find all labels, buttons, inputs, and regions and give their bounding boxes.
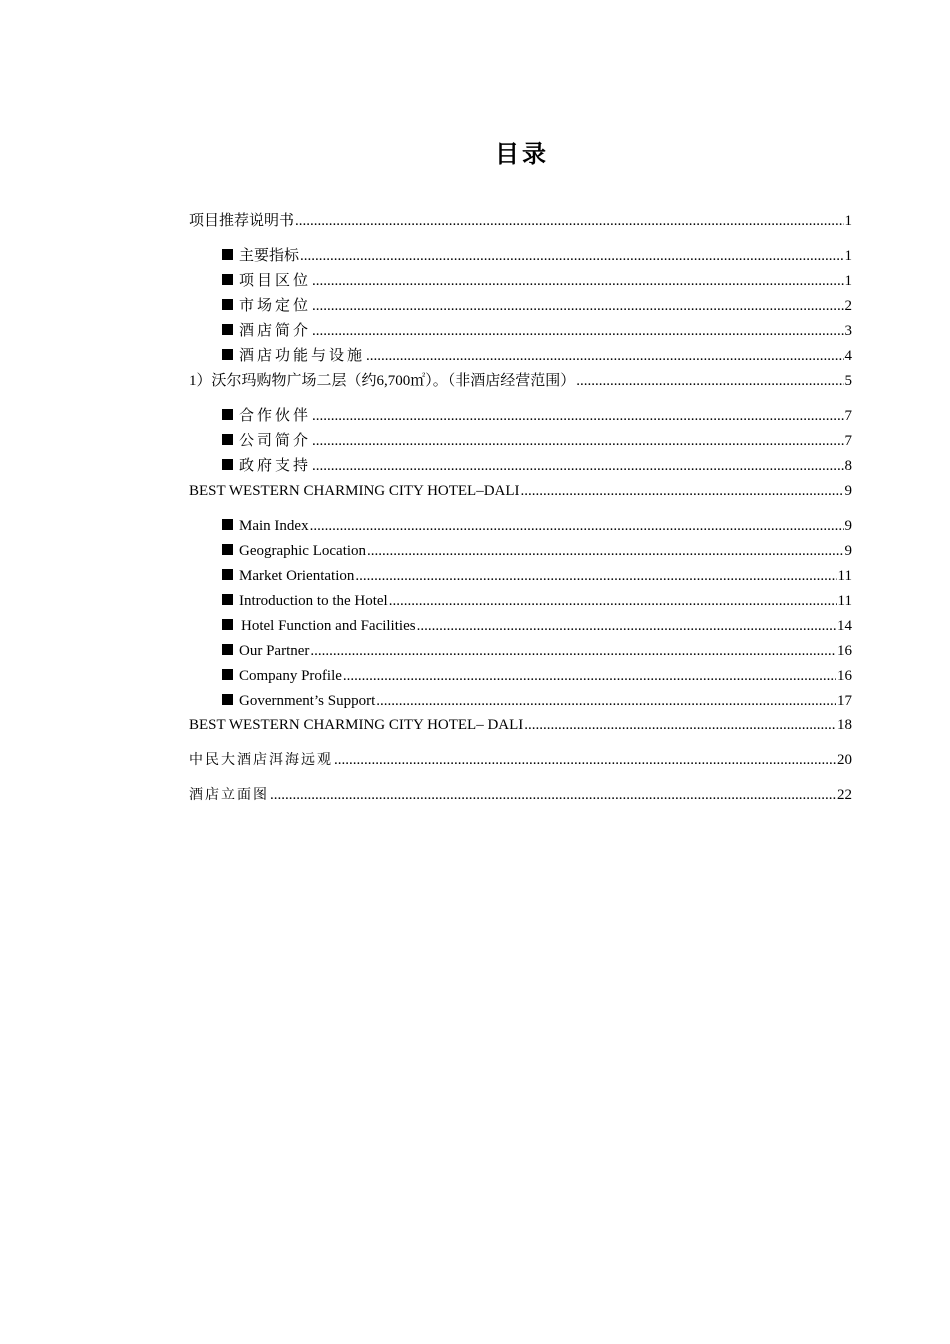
dot-leader <box>312 406 843 426</box>
toc-entry[interactable] <box>222 246 852 266</box>
toc-entry-label: Introduction to the Hotel <box>239 593 388 609</box>
toc-entry[interactable] <box>189 715 852 735</box>
toc-entry[interactable] <box>222 591 852 611</box>
toc-entry-label: 1）沃尔玛购物广场二层（约6,700㎡）。（非酒店经营范围） <box>189 373 576 389</box>
square-bullet-icon <box>222 669 233 680</box>
dot-leader <box>376 691 836 711</box>
toc-page-number: 3 <box>844 323 852 339</box>
toc-page-number: 16 <box>837 643 852 659</box>
toc-page-number: 1 <box>844 273 852 289</box>
square-bullet-icon <box>222 249 233 260</box>
toc-page-number: 9 <box>844 518 852 534</box>
toc-entry-label: 合作伙伴 <box>239 408 312 424</box>
toc-entry[interactable] <box>222 406 852 426</box>
toc-page-number: 11 <box>837 568 852 584</box>
dot-leader <box>521 481 844 501</box>
toc-entry-label: Geographic Location <box>239 543 367 559</box>
toc-page-number: 17 <box>837 693 852 709</box>
toc-entry-label: 项目推荐说明书 <box>189 213 295 229</box>
dot-leader <box>312 456 843 476</box>
toc-entry-label: Main Index <box>239 518 309 534</box>
toc-entry-label: Company Profile <box>239 668 342 684</box>
toc-entry[interactable] <box>189 481 852 501</box>
toc-entry[interactable] <box>222 666 852 686</box>
toc-page-number: 9 <box>844 483 852 499</box>
dot-leader <box>524 715 836 735</box>
toc-entry-label: 政府支持 <box>239 458 312 474</box>
toc-entry-label: BEST WESTERN CHARMING CITY HOTEL– DALI <box>189 717 524 733</box>
square-bullet-icon <box>222 619 233 630</box>
dot-leader <box>312 431 843 451</box>
dot-leader <box>310 641 836 661</box>
toc-entry[interactable] <box>189 750 852 770</box>
dot-leader <box>312 321 843 341</box>
square-bullet-icon <box>222 569 233 580</box>
toc-entry[interactable] <box>222 321 852 341</box>
toc-entry-label: 公司简介 <box>239 433 312 449</box>
square-bullet-icon <box>222 299 233 310</box>
toc-entry[interactable] <box>222 456 852 476</box>
toc-title: 目录 <box>495 140 549 168</box>
dot-leader <box>389 591 837 611</box>
square-bullet-icon <box>222 434 233 445</box>
toc-entry-label: 主要指标 <box>239 248 300 264</box>
toc-page-number: 14 <box>837 618 852 634</box>
dot-leader <box>270 785 836 805</box>
toc-entry-label: 酒店立面图 <box>189 787 269 803</box>
dot-leader <box>300 246 843 266</box>
dot-leader <box>576 371 843 391</box>
dot-leader <box>367 541 843 561</box>
dot-leader <box>312 296 843 316</box>
toc-page-number: 4 <box>844 348 852 364</box>
toc-page-number: 1 <box>844 213 852 229</box>
square-bullet-icon <box>222 519 233 530</box>
toc-entry-label: Market Orientation <box>239 568 355 584</box>
dot-leader <box>417 616 836 636</box>
toc-entry-label: 项目区位 <box>239 273 312 289</box>
toc-page-number: 7 <box>844 433 852 449</box>
square-bullet-icon <box>222 409 233 420</box>
toc-entry-label: BEST WESTERN CHARMING CITY HOTEL–DALI <box>189 483 520 499</box>
toc-page-number: 1 <box>844 248 852 264</box>
dot-leader <box>312 271 843 291</box>
toc-entry-label: 中民大酒店洱海远观 <box>189 752 333 768</box>
square-bullet-icon <box>222 644 233 655</box>
toc-entry[interactable] <box>222 641 852 661</box>
toc-entry[interactable] <box>222 516 852 536</box>
square-bullet-icon <box>222 274 233 285</box>
toc-entry[interactable] <box>222 296 852 316</box>
toc-entry-label: Government’s Support <box>239 693 376 709</box>
toc-entry-label: 市场定位 <box>239 298 312 314</box>
toc-page-number: 16 <box>837 668 852 684</box>
toc-page-number: 11 <box>837 593 852 609</box>
toc-entry-label: Hotel Function and Facilities <box>241 618 416 634</box>
toc-page-number: 5 <box>844 373 852 389</box>
toc-page-number: 22 <box>837 787 852 803</box>
square-bullet-icon <box>222 459 233 470</box>
toc-entry[interactable] <box>189 371 852 391</box>
toc-page-number: 18 <box>837 717 852 733</box>
dot-leader <box>334 750 836 770</box>
toc-page-number: 9 <box>844 543 852 559</box>
toc-entry-label: Our Partner <box>239 643 310 659</box>
toc-entry[interactable] <box>222 616 852 636</box>
toc-entry[interactable] <box>222 566 852 586</box>
toc-entry[interactable] <box>189 211 852 231</box>
square-bullet-icon <box>222 544 233 555</box>
dot-leader <box>295 211 843 231</box>
toc-entry-label: 酒店功能与设施 <box>239 348 366 364</box>
dot-leader <box>366 346 843 366</box>
toc-page-number: 20 <box>837 752 852 768</box>
toc-entry-label: 酒店简介 <box>239 323 312 339</box>
toc-page-number: 7 <box>844 408 852 424</box>
toc-entry[interactable] <box>222 346 852 366</box>
square-bullet-icon <box>222 349 233 360</box>
toc-page-number: 8 <box>844 458 852 474</box>
toc-entry[interactable] <box>222 271 852 291</box>
toc-entry[interactable] <box>222 541 852 561</box>
toc-page-number: 2 <box>844 298 852 314</box>
square-bullet-icon <box>222 594 233 605</box>
dot-leader <box>343 666 836 686</box>
toc-entry[interactable] <box>222 691 852 711</box>
square-bullet-icon <box>222 694 233 705</box>
dot-leader <box>355 566 836 586</box>
dot-leader <box>310 516 844 536</box>
toc-entry[interactable] <box>189 785 852 805</box>
square-bullet-icon <box>222 324 233 335</box>
toc-entry[interactable] <box>222 431 852 451</box>
